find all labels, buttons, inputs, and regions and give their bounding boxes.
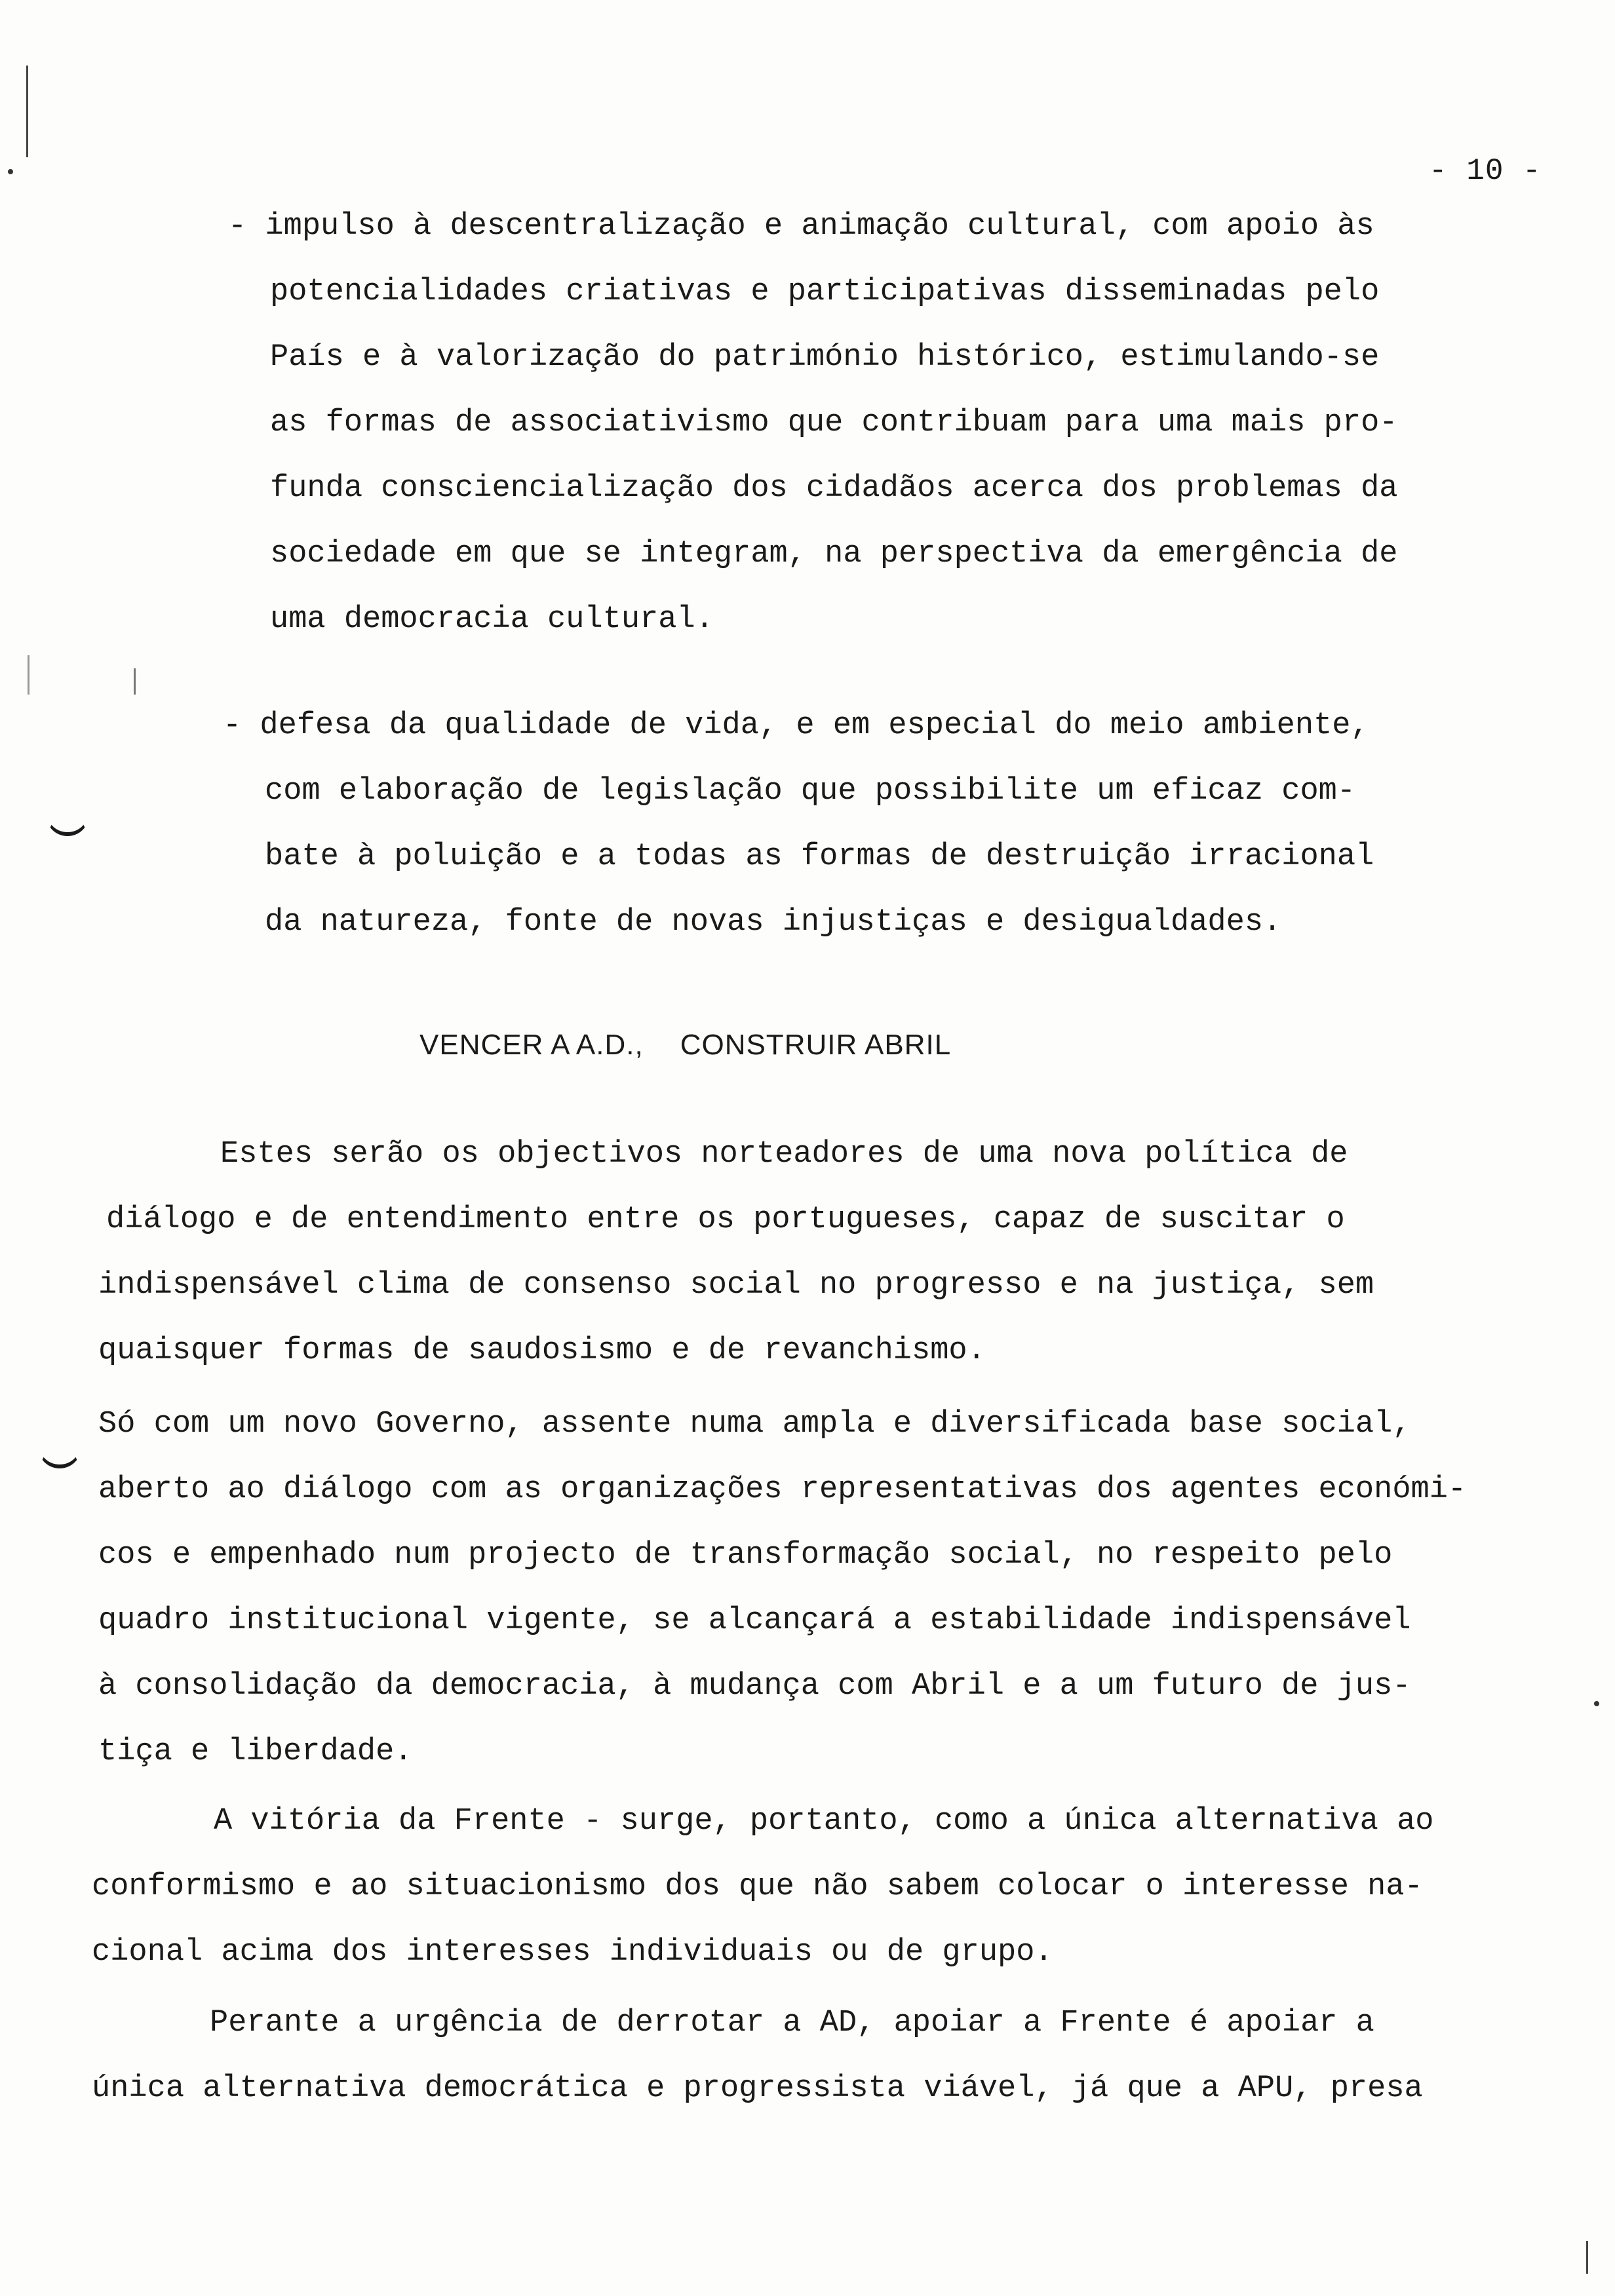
paragraph-urgency bbox=[92, 1991, 1423, 2122]
paragraph-line: A vitória da Frente - surge, portanto, como a única alternativa ao bbox=[214, 1804, 1434, 1839]
paragraph-line: conformismo e ao situacionismo dos que não sabem colocar o interesse na- bbox=[92, 1869, 1423, 1904]
paragraph-new-government bbox=[98, 1392, 1466, 1785]
margin-dot bbox=[8, 169, 13, 174]
margin-mark bbox=[28, 655, 29, 695]
margin-dot bbox=[1594, 1701, 1599, 1706]
bullet-line: - impulso à descentralização e animação cultural, com apoio às bbox=[228, 209, 1374, 244]
bullet-line: da natureza, fonte de novas injustiças e desigualdades. bbox=[265, 905, 1282, 940]
bullet-line: - defesa da qualidade de vida, e em especial do meio ambiente, bbox=[223, 708, 1369, 743]
paragraph-objectives bbox=[98, 1122, 1374, 1384]
bullet-quality-of-life bbox=[223, 693, 1374, 955]
margin-curve bbox=[46, 806, 89, 836]
bullet-line: com elaboração de legislação que possibilite um eficaz com- bbox=[265, 774, 1356, 809]
paragraph-line: à consolidação da democracia, à mudança com Abril e a um futuro de jus- bbox=[98, 1669, 1411, 1704]
paragraph-line: Estes serão os objectivos norteadores de uma nova política de bbox=[220, 1137, 1348, 1172]
paragraph-line: cos e empenhado num projecto de transformação social, no respeito pelo bbox=[98, 1538, 1393, 1573]
paragraph-line: quadro institucional vigente, se alcançará a estabilidade indispensável bbox=[98, 1603, 1411, 1638]
paragraph-line: Perante a urgência de derrotar a AD, apoiar a Frente é apoiar a bbox=[210, 2006, 1374, 2040]
bullet-line: as formas de associativismo que contribuam para uma mais pro- bbox=[270, 406, 1398, 440]
paragraph-line: quaisquer formas de saudosismo e de revanchismo. bbox=[98, 1333, 986, 1368]
paragraph-victory bbox=[92, 1789, 1434, 1985]
paragraph-line: diálogo e de entendimento entre os portugueses, capaz de suscitar o bbox=[106, 1202, 1345, 1237]
bullet-line: funda consciencialização dos cidadãos acerca dos problemas da bbox=[270, 471, 1398, 506]
bullet-cultural bbox=[228, 194, 1397, 653]
paragraph-line: indispensável clima de consenso social no progresso e na justiça, sem bbox=[98, 1268, 1374, 1303]
bullet-line: uma democracia cultural. bbox=[270, 602, 714, 637]
bullet-line: sociedade em que se integram, na perspectiva da emergência de bbox=[270, 537, 1398, 571]
bullet-line: bate à poluição e a todas as formas de destruição irracional bbox=[265, 839, 1374, 874]
margin-curve bbox=[38, 1438, 81, 1468]
section-heading bbox=[419, 1029, 951, 1062]
margin-mark bbox=[26, 66, 28, 157]
paragraph-line: Só com um novo Governo, assente numa ampla e diversificada base social, bbox=[98, 1407, 1411, 1442]
bullet-line: potencialidades criativas e participativas disseminadas pelo bbox=[270, 275, 1380, 309]
heading-part-2: CONSTRUIR ABRIL bbox=[680, 1029, 952, 1061]
paragraph-line: tiça e liberdade. bbox=[98, 1734, 413, 1769]
paragraph-line: cional acima dos interesses individuais ou de grupo. bbox=[92, 1935, 1053, 1970]
bullet-line: País e à valorização do património histórico, estimulando-se bbox=[270, 340, 1380, 375]
page-number: - 10 - bbox=[1429, 154, 1542, 188]
heading-part-1: VENCER A A.D., bbox=[419, 1029, 644, 1061]
margin-mark bbox=[134, 668, 136, 695]
paragraph-line: aberto ao diálogo com as organizações representativas dos agentes económi- bbox=[98, 1472, 1467, 1507]
paragraph-line: única alternativa democrática e progressista viável, já que a APU, presa bbox=[92, 2071, 1423, 2106]
margin-mark bbox=[1586, 2241, 1588, 2274]
